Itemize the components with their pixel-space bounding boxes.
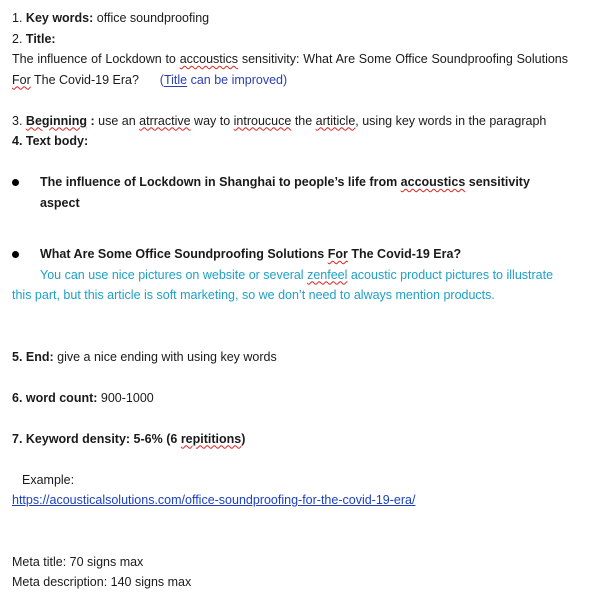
beginning-label-word: Beginning	[25, 113, 88, 128]
word-count-line	[12, 388, 568, 409]
bullet-item-2	[12, 244, 568, 265]
spacer	[12, 449, 568, 470]
example-label: Example:	[22, 472, 75, 487]
spacer	[12, 213, 568, 244]
spacer	[12, 367, 568, 388]
bullet2-text-b: The Covid-19 Era?	[347, 247, 462, 261]
beginning-label	[26, 114, 95, 128]
beginning-text-c: the	[291, 113, 316, 128]
bullet-item-1	[12, 172, 568, 213]
title-heading	[12, 29, 568, 50]
title-text-a: The influence of Lockdown to	[12, 52, 180, 66]
text-body-label: 4. Text body:	[12, 134, 89, 148]
example-link-line	[12, 490, 568, 511]
bullet-icon	[12, 251, 19, 258]
end-label: 5. End:	[12, 349, 54, 364]
note-text-a: You can use nice pictures on website or several	[40, 267, 308, 282]
document-body	[12, 8, 568, 593]
spacer	[12, 306, 568, 327]
note-text-b: acoustic product pictures to illustrate	[347, 267, 554, 282]
spacer	[12, 511, 568, 532]
bullet-icon	[12, 179, 19, 186]
beginning-text-d: , using key words in the paragraph	[355, 113, 547, 128]
misspelled-word: zenfeel	[307, 267, 348, 282]
word-count-label: 6. word count:	[12, 390, 98, 405]
bullet2-text-a: What Are Some Office Soundproofing Solutions	[40, 247, 328, 261]
density-text-a: 7. Keyword density: 5-6% (6	[12, 431, 181, 446]
meta-title-line: Meta title: 70 signs max	[12, 554, 144, 569]
title-note-word: Title	[163, 72, 188, 87]
spacer	[12, 531, 568, 552]
misspelled-word: atrractive	[139, 113, 191, 128]
beginning-text-b: way to	[190, 113, 234, 128]
keyword-density-line	[12, 429, 568, 450]
title-text-b: sensitivity: What Are Some Office Soundproofing Solutions	[238, 52, 569, 66]
spacer	[12, 152, 568, 173]
density-text-b: )	[241, 431, 246, 446]
flagged-word: For	[327, 247, 348, 261]
spacer	[12, 90, 568, 111]
title-text	[12, 49, 568, 90]
title-note	[160, 73, 287, 87]
example-link[interactable]: https://acousticalsolutions.com/office-soundproofing-for-the-covid-19-era/	[12, 493, 416, 507]
bullet1-text-b: sensitivity aspect	[40, 175, 530, 210]
spacer	[12, 326, 568, 347]
flagged-word: For	[12, 72, 31, 87]
spacer	[12, 408, 568, 429]
word-count-value: 900-1000	[97, 390, 154, 405]
bullet1-text-a: The influence of Lockdown in Shanghai to people’s life from	[40, 175, 401, 189]
keywords-line	[12, 8, 568, 29]
beginning-text-a: use an	[94, 113, 140, 128]
meta-description-line: Meta description: 140 signs max	[12, 575, 192, 589]
title-note-rest: can be improved)	[187, 72, 288, 87]
beginning-line	[12, 111, 568, 132]
title-text-c: The Covid-19 Era?	[30, 72, 139, 87]
bullet2-note-line2: this part, but this article is soft marketing, so we don’t need to always mention products.	[12, 288, 495, 302]
title-num: 2.	[12, 31, 23, 46]
bullet2-note-line1	[12, 265, 568, 286]
end-line	[12, 347, 568, 368]
bullet2-note	[12, 265, 568, 306]
misspelled-word: artiticle	[315, 113, 356, 128]
keywords-label: Key words:	[25, 11, 94, 25]
title-label: Title:	[25, 31, 56, 46]
misspelled-word: accoustics	[179, 52, 239, 66]
beginning-label-colon: :	[90, 113, 95, 128]
keywords-num: 1.	[12, 11, 23, 25]
misspelled-word: introucuce	[233, 113, 292, 128]
keywords-value: office soundproofing	[93, 11, 210, 25]
misspelled-word: repititions	[180, 431, 242, 446]
title-note-open: (	[159, 72, 164, 87]
beginning-num: 3.	[12, 113, 23, 128]
end-value: give a nice ending with using key words	[53, 349, 277, 364]
misspelled-word: accoustics	[400, 175, 466, 189]
